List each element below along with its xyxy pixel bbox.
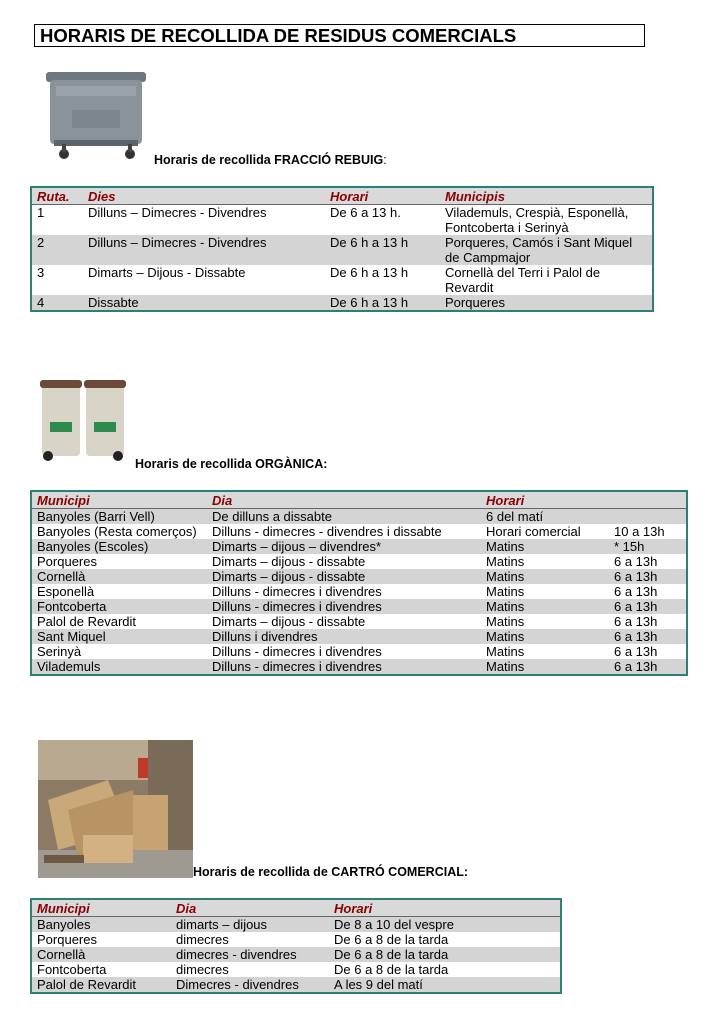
table-cell: Banyoles (Barri Vell) — [31, 509, 207, 525]
table-row — [31, 947, 561, 962]
table-row — [31, 917, 561, 933]
table-cell: Porqueres, Camós i Sant Miquel de Campmajor — [440, 235, 653, 265]
table-cell: De 6 a 13 h. — [325, 205, 440, 236]
table-cell: dimecres - divendres — [171, 947, 329, 962]
table-cell: dimarts – dijous — [171, 917, 329, 933]
table-cell: 6 a 13h — [609, 554, 687, 569]
table-cell: De dilluns a dissabte — [207, 509, 481, 525]
table-cell: Dilluns - dimecres i divendres — [207, 599, 481, 614]
table-cell: Banyoles — [31, 917, 171, 933]
column-header: Dia — [171, 899, 329, 917]
table-cell: De 6 h a 13 h — [325, 265, 440, 295]
cardboard-boxes-image — [38, 740, 193, 878]
table-row — [31, 569, 687, 584]
table-cell: Porqueres — [440, 295, 653, 311]
table-cell: 4 — [31, 295, 83, 311]
table-cell: De 6 a 8 de la tarda — [329, 962, 561, 977]
table-cell: Palol de Revardit — [31, 977, 171, 993]
table-cell: De 6 h a 13 h — [325, 235, 440, 265]
table-cell: * 15h — [609, 539, 687, 554]
table-cell: Cornellà del Terri i Palol de Revardit — [440, 265, 653, 295]
table-row — [31, 629, 687, 644]
table-header-row — [31, 491, 687, 509]
table-cell: De 6 a 8 de la tarda — [329, 932, 561, 947]
table-row — [31, 644, 687, 659]
table-cell: Fontcoberta — [31, 962, 171, 977]
table-cell: Vilademuls — [31, 659, 207, 675]
table-row — [31, 962, 561, 977]
table-cell: Matins — [481, 614, 609, 629]
column-header: Horari — [481, 491, 609, 509]
table-cell: Matins — [481, 584, 609, 599]
table-cell: 10 a 13h — [609, 524, 687, 539]
table-row — [31, 932, 561, 947]
organic-bins-image — [38, 378, 130, 464]
table-cell: Cornellà — [31, 947, 171, 962]
table-cell: Matins — [481, 644, 609, 659]
table-cell: 6 a 13h — [609, 644, 687, 659]
table-cell: Sant Miquel — [31, 629, 207, 644]
table-row — [31, 977, 561, 993]
table-cell: Palol de Revardit — [31, 614, 207, 629]
table-cell: Horari comercial — [481, 524, 609, 539]
table-row — [31, 205, 653, 236]
table-cell: 6 a 13h — [609, 599, 687, 614]
table-cell: De 6 h a 13 h — [325, 295, 440, 311]
table-row — [31, 584, 687, 599]
table-cell: Esponellà — [31, 584, 207, 599]
table-row — [31, 659, 687, 675]
table-cell: Cornellà — [31, 569, 207, 584]
cartro-heading: Horaris de recollida de CARTRÓ COMERCIAL: — [193, 865, 469, 879]
table-cell: Dimecres - divendres — [171, 977, 329, 993]
column-header: Dia — [207, 491, 481, 509]
table-cell: 6 a 13h — [609, 629, 687, 644]
table-cell: 6 a 13h — [609, 569, 687, 584]
table-cell: Dimarts – Dijous - Dissabte — [83, 265, 325, 295]
table-cell: 6 del matí — [481, 509, 609, 525]
column-header: Ruta. — [31, 187, 83, 205]
table-row — [31, 524, 687, 539]
page-title: HORARIS DE RECOLLIDA DE RESIDUS COMERCIALS — [34, 24, 645, 47]
table-row — [31, 614, 687, 629]
table-cell: dimecres — [171, 962, 329, 977]
table-cell: 6 a 13h — [609, 584, 687, 599]
table-cell: Dilluns – Dimecres - Divendres — [83, 205, 325, 236]
table-cell: Dissabte — [83, 295, 325, 311]
table-cell: Dilluns - dimecres i divendres — [207, 584, 481, 599]
table-header-row — [31, 899, 561, 917]
table-cell: Serinyà — [31, 644, 207, 659]
table-cell: Porqueres — [31, 932, 171, 947]
table-row — [31, 509, 687, 525]
table-cell: A les 9 del matí — [329, 977, 561, 993]
table-cell: Fontcoberta — [31, 599, 207, 614]
table-cell: Banyoles (Resta comerços) — [31, 524, 207, 539]
table-cell: Dilluns - dimecres - divendres i dissabte — [207, 524, 481, 539]
table-row — [31, 539, 687, 554]
table-cell: Matins — [481, 599, 609, 614]
table-row — [31, 295, 653, 311]
rebuig-schedule-table — [30, 186, 654, 312]
table-cell: De 8 a 10 del vespre — [329, 917, 561, 933]
table-cell: Dimarts – dijous - dissabte — [207, 569, 481, 584]
table-cell — [609, 509, 687, 525]
table-row — [31, 554, 687, 569]
table-cell: De 6 a 8 de la tarda — [329, 947, 561, 962]
table-cell: Dimarts – dijous - dissabte — [207, 614, 481, 629]
table-cell: 2 — [31, 235, 83, 265]
table-cell: Matins — [481, 629, 609, 644]
table-cell: 1 — [31, 205, 83, 236]
table-cell: Banyoles (Escoles) — [31, 539, 207, 554]
column-header: Municipi — [31, 899, 171, 917]
column-header: Horari — [325, 187, 440, 205]
table-row — [31, 235, 653, 265]
table-cell: Matins — [481, 554, 609, 569]
organica-heading: Horaris de recollida ORGÀNICA: — [135, 457, 328, 471]
table-cell: Matins — [481, 569, 609, 584]
table-cell: dimecres — [171, 932, 329, 947]
cartro-schedule-table — [30, 898, 562, 994]
table-cell: Dilluns i divendres — [207, 629, 481, 644]
table-cell: Porqueres — [31, 554, 207, 569]
table-row — [31, 599, 687, 614]
table-cell: Dilluns - dimecres i divendres — [207, 644, 481, 659]
table-cell: 6 a 13h — [609, 659, 687, 675]
column-header: Dies — [83, 187, 325, 205]
column-header: Municipis — [440, 187, 653, 205]
column-header — [609, 491, 687, 509]
table-cell: Dimarts – dijous – divendres* — [207, 539, 481, 554]
column-header: Horari — [329, 899, 561, 917]
table-cell: Dilluns - dimecres i divendres — [207, 659, 481, 675]
table-cell: 3 — [31, 265, 83, 295]
table-cell: Matins — [481, 659, 609, 675]
column-header: Municipi — [31, 491, 207, 509]
table-cell: Matins — [481, 539, 609, 554]
rebuig-heading: Horaris de recollida FRACCIÓ REBUIG: — [154, 153, 387, 167]
organica-schedule-table — [30, 490, 688, 676]
table-cell: Dilluns – Dimecres - Divendres — [83, 235, 325, 265]
table-row — [31, 265, 653, 295]
table-cell: 6 a 13h — [609, 614, 687, 629]
grey-waste-container-image — [44, 70, 148, 162]
table-header-row — [31, 187, 653, 205]
table-cell: Vilademuls, Crespià, Esponellà, Fontcoberta i Serinyà — [440, 205, 653, 236]
table-cell: Dimarts – dijous - dissabte — [207, 554, 481, 569]
